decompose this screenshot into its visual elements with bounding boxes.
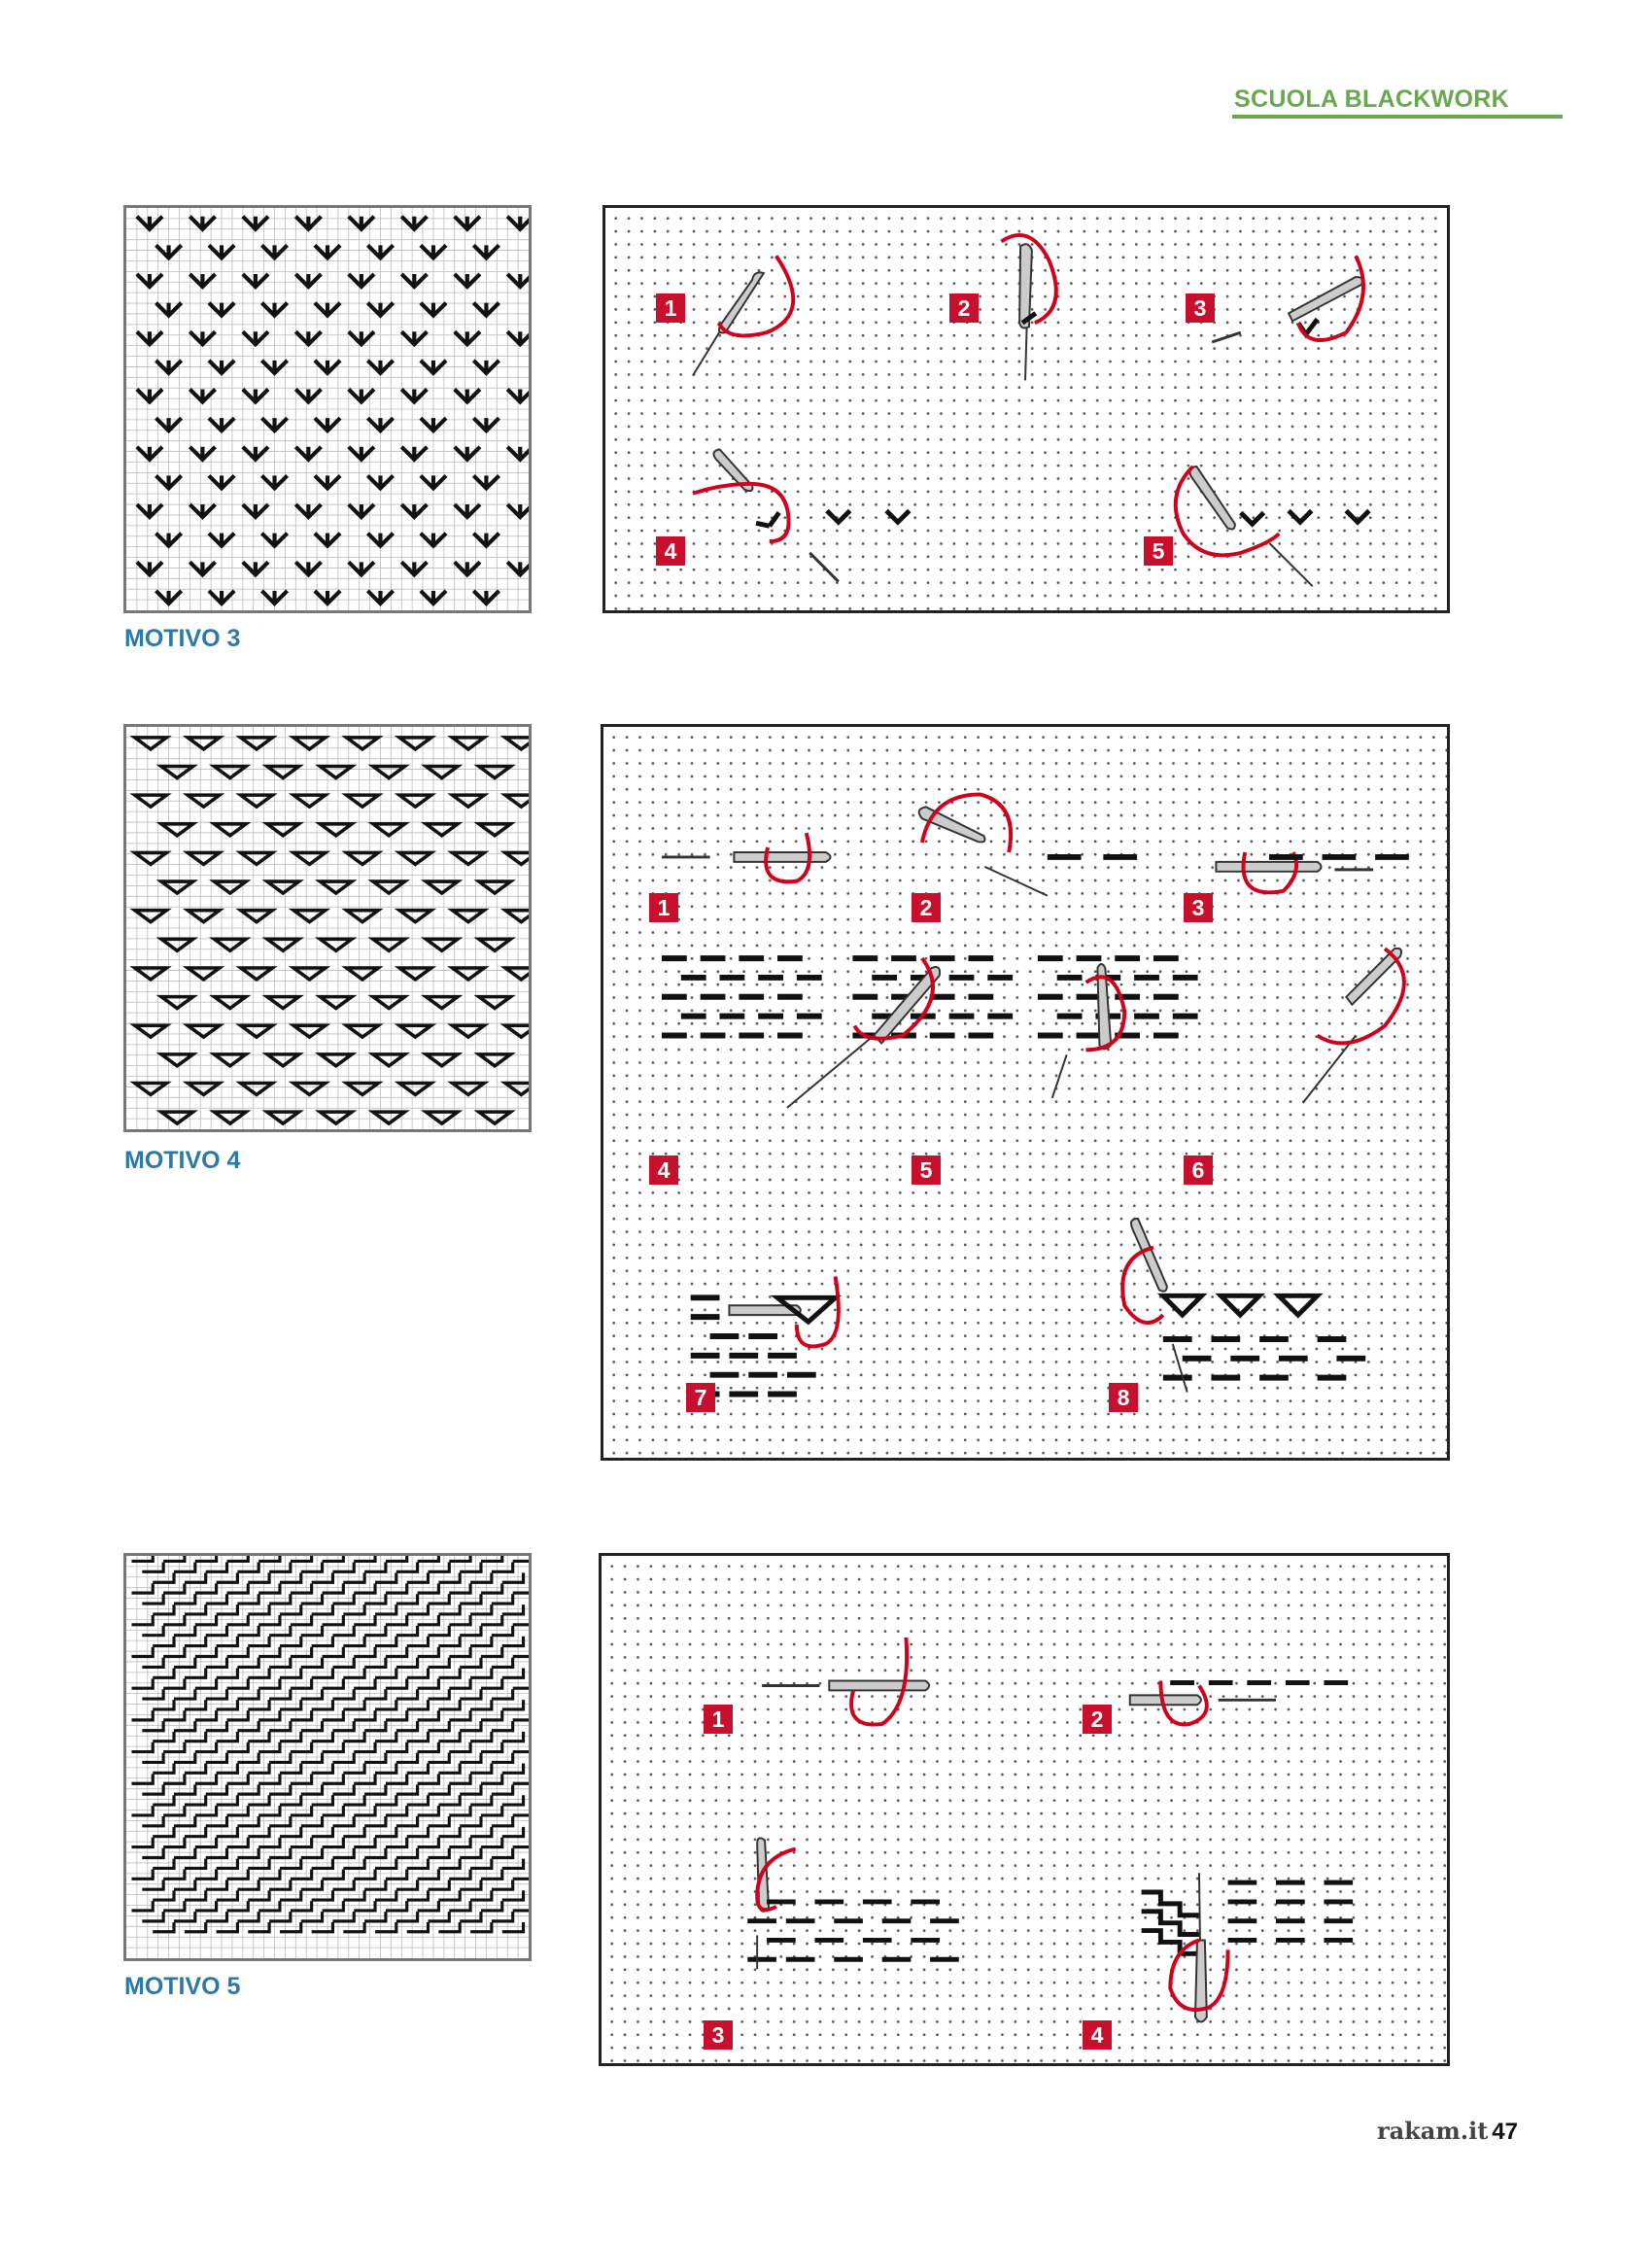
step-badge: 1 bbox=[656, 293, 685, 323]
needle-icon bbox=[734, 852, 830, 862]
page-number: 47 bbox=[1492, 2119, 1518, 2145]
step-badge: 8 bbox=[1109, 1383, 1138, 1412]
step-badge: 3 bbox=[1184, 893, 1213, 922]
step-badge: 3 bbox=[1186, 293, 1215, 323]
step-badge: 5 bbox=[912, 1155, 941, 1185]
motif-3-label: MOTIVO 3 bbox=[124, 625, 241, 652]
needle-icon bbox=[1189, 466, 1312, 586]
step-badge: 1 bbox=[649, 893, 678, 922]
step-badge: 7 bbox=[686, 1383, 715, 1412]
step-badge: 4 bbox=[1083, 2020, 1112, 2050]
step-badge: 2 bbox=[912, 893, 941, 922]
motif-4-label: MOTIVO 4 bbox=[124, 1147, 241, 1174]
needle-icon bbox=[1289, 277, 1362, 321]
section-header: SCUOLA BLACKWORK bbox=[1232, 86, 1563, 119]
step-badge: 4 bbox=[649, 1155, 678, 1185]
step-badge: 2 bbox=[1083, 1705, 1112, 1734]
motif-5-chart bbox=[123, 1553, 532, 1961]
step-badge: 4 bbox=[656, 536, 685, 566]
step-badge: 1 bbox=[704, 1705, 733, 1734]
step-badge: 2 bbox=[949, 293, 979, 323]
motif-3-chart bbox=[123, 205, 532, 613]
needle-icon bbox=[1216, 862, 1321, 872]
step-badge: 6 bbox=[1184, 1155, 1213, 1185]
step-badge: 5 bbox=[1144, 536, 1173, 566]
needle-icon bbox=[1130, 1695, 1201, 1705]
site-name: rakam.it bbox=[1376, 2117, 1489, 2145]
step-badge: 3 bbox=[704, 2020, 733, 2050]
motif-5-label: MOTIVO 5 bbox=[124, 1973, 241, 2000]
needle-icon bbox=[1019, 244, 1036, 380]
motif-3-steps-panel bbox=[602, 205, 1450, 613]
motif-4-chart bbox=[123, 724, 532, 1132]
needle-icon bbox=[829, 1681, 929, 1691]
motif-5-steps-panel bbox=[599, 1553, 1450, 2066]
motif-4-steps-panel bbox=[601, 724, 1450, 1461]
needle-icon bbox=[693, 272, 764, 375]
footer bbox=[1377, 2117, 1518, 2146]
